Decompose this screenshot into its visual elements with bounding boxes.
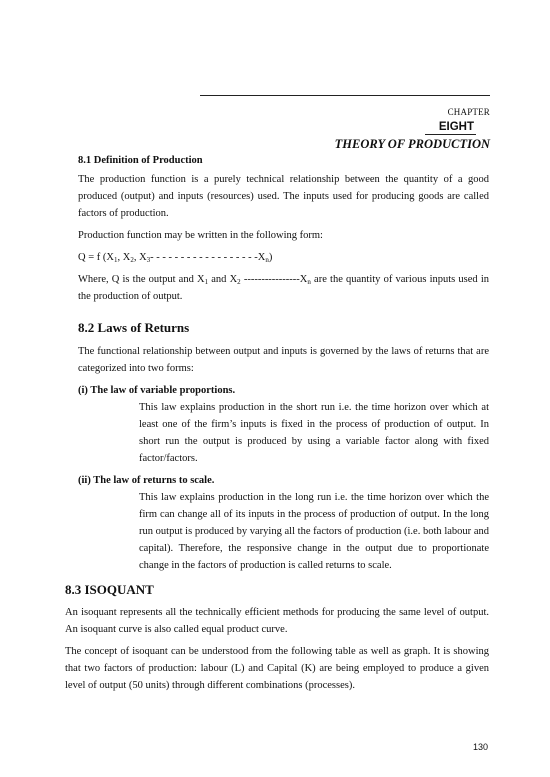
production-function-intro: Production function may be written in the following form: (78, 230, 323, 241)
where-part-3: ----------------X (240, 274, 308, 285)
formula-comma-1: , X (117, 252, 131, 263)
law-returns-to-scale-text: This law explains production in the long run i.e. the time horizon over which the firm can change all of its inputs in the process of production of output. In the long run output is produced by varying all the factors of production (i.e. both labour and capital). Therefore, the responsive change in the output due to proportionate change in the factors of production is called returns to scale. (139, 492, 489, 571)
formula-close: ) (268, 252, 273, 263)
law-variable-proportions-text: This law explains production in the short run i.e. the time horizon over which at least one of the firm’s inputs is fixed in the process of production of output. In short run the output is produced by using a variable factor along with fixed factor/factors. (139, 402, 489, 464)
chapter-header (200, 95, 490, 152)
section-8-3-heading: 8.3 ISOQUANT (65, 582, 154, 597)
formula-sub-1: 1 (113, 256, 118, 264)
production-function-formula (78, 249, 489, 266)
where-part-1: Where, Q is the output and X (78, 274, 205, 285)
isoquant-definition: An isoquant represents all the technically efficient methods for producing the same level of output. An isoquant curve is also called equal product curve. (65, 607, 489, 635)
formula-sub-3: 3 (146, 256, 151, 264)
formula-explanation (78, 271, 489, 305)
formula-comma-2: , X (133, 252, 147, 263)
formula-sub-n: n (265, 256, 269, 264)
law-returns-to-scale-heading: (ii) The law of returns to scale. (78, 475, 215, 486)
isoquant-concept: The concept of isoquant can be understood from the following table as well as graph. It is showing that two factors of production: labour (L) and Capital (K) are being employed to produce a given level of output (50 units) through different combinations (processes). (65, 646, 489, 691)
chapter-label: CHAPTER (447, 107, 490, 117)
chapter-title: THEORY OF PRODUCTION (334, 137, 490, 151)
where-part-2: and X (208, 274, 238, 285)
formula-sub-2: 2 (130, 256, 134, 264)
section-8-1-paragraph: The production function is a purely technical relationship between the quantity of a good produced (output) and inputs (resources) used. The inputs used for producing goods are called factors of production. (78, 174, 489, 219)
law-variable-proportions-heading: (i) The law of variable proportions. (78, 385, 236, 396)
where-part-4: are the quantity of various inputs used in the production of output. (78, 274, 489, 302)
where-sub-2: 2 (237, 278, 241, 286)
where-sub-n: n (307, 278, 311, 286)
section-8-2-heading: 8.2 Laws of Returns (78, 320, 190, 335)
chapter-number (200, 121, 490, 135)
document-body (65, 148, 489, 699)
where-sub-1: 1 (204, 278, 209, 286)
header-rule (200, 95, 490, 96)
formula-dashes: - - - - - - - - - - - - - - - - - -X (150, 252, 266, 263)
page-number: 130 (472, 742, 488, 752)
section-8-2-intro: The functional relationship between output and inputs is governed by the laws of returns that are categorized into two forms: (78, 346, 489, 374)
section-8-1-heading: 8.1 Definition of Production (78, 155, 203, 166)
formula-lhs: Q = f (X (78, 252, 114, 263)
chapter-number-text: EIGHT (425, 121, 476, 135)
